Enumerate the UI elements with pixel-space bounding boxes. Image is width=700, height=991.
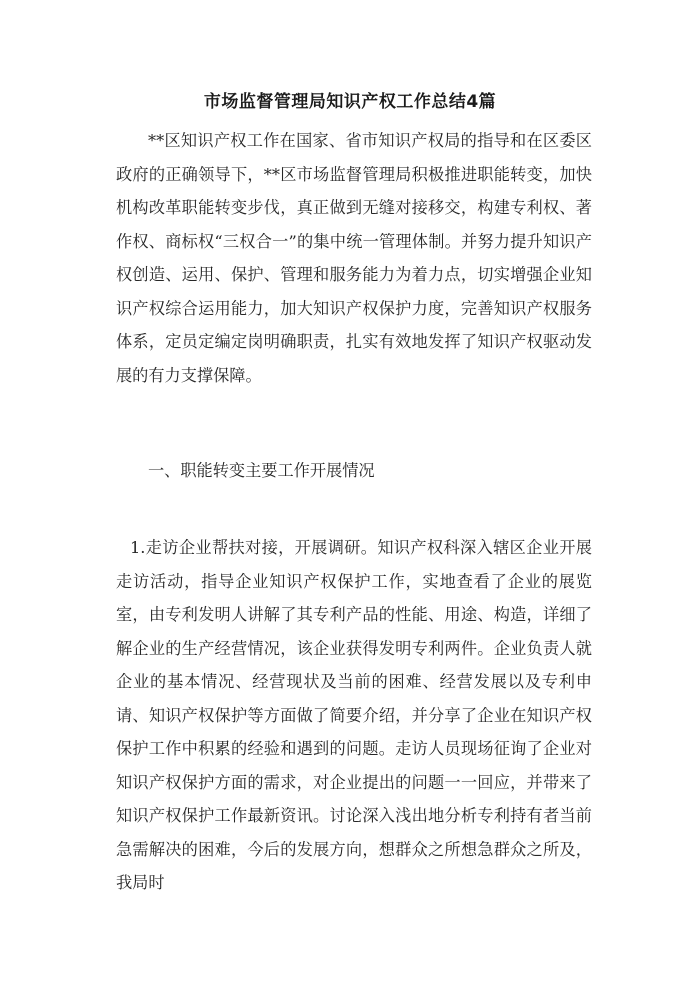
item-paragraph: 1.走访企业帮扶对接，开展调研。知识产权科深入辖区企业开展走访活动，指导企业知识产权保护工作，实地查看了企业的展览室，由专利发明人讲解了其专利产品的性能、用途、构造，详细了解企业的生产经营情况，该企业获得发明专利两件。企业负责人就企业的基本情况、经营现状及当前的困难、经营发展以及专利申请、知识产权保护等方面做了简要介绍，并分享了企业在知识产权保护工作中积累的经验和遇到的问题。走访人员现场征询了企业对知识产权保护方面的需求，对企业提出的问题一一回应，并带来了知识产权保护工作最新资讯。讨论深入浅出地分析专利持有者当前急需解决的困难，今后的发展方向，想群众之所想急群众之所及，我局时 — [116, 538, 592, 892]
section-heading: 一、职能转变主要工作开展情况 — [148, 461, 375, 480]
document-title: 市场监督管理局知识产权工作总结4篇 — [203, 92, 497, 112]
intro-paragraph: **区知识产权工作在国家、省市知识产权局的指导和在区委区政府的正确领导下，**区市场监督管理局积极推进职能转变，加快机构改革职能转变步伐，真正做到无缝对接移交，构建专利权、著作权、商标权“三权合一”的集中统一管理体制。并努力提升知识产权创造、运用、保护、管理和服务能力为着力点，切实增强企业知识产权综合运用能力，加大知识产权保护力度，完善知识产权服务体系，定员定编定岗明确职责，扎实有效地发挥了知识产权驱动发展的有力支撑保障。 — [116, 131, 592, 385]
